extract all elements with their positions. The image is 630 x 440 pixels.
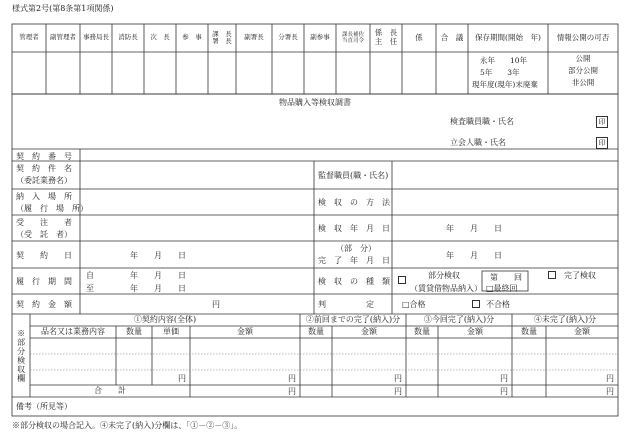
period-from: 自: [86, 271, 94, 280]
approval-col-4: 消防長: [118, 33, 138, 42]
completion-date-value[interactable]: 年 月 日: [446, 251, 502, 260]
footnote: ※部分検収の場合記入。④未完了(納入)分欄は、「①－②－③」。: [12, 421, 243, 430]
witness-label: 立会人職・氏名: [450, 138, 506, 147]
g4-row-yen: 円: [606, 374, 614, 383]
delivery-sub-label: （履 行 場 所）: [16, 204, 88, 213]
period-to: 至: [86, 284, 94, 293]
contract-date-value[interactable]: 年 月 日: [130, 251, 186, 260]
g4-total-yen: 円: [606, 387, 614, 396]
disclosure-option-partial[interactable]: 部分公開: [568, 66, 598, 75]
period-from-date[interactable]: 年 月 日: [130, 271, 186, 280]
kind-label: 検 収 の 種 類: [318, 277, 390, 286]
g3-qty-header: 数量: [414, 327, 430, 337]
approval-col-6: 参 事: [182, 33, 202, 42]
approval-col-5: 次 長: [150, 33, 170, 42]
delivery-label: 納 入 場 所: [16, 192, 72, 201]
total-yen: 円: [288, 387, 296, 396]
approval-col-12: 係 長 主 任: [374, 28, 398, 46]
inspect-date-label: 検 収 年 月 日: [318, 224, 390, 233]
contract-no-label: 契 約 番 号: [16, 152, 72, 161]
g3-total-yen: 円: [500, 387, 508, 396]
contractor-sub-label: （受 託 者）: [16, 230, 72, 239]
disclosure-option-public[interactable]: 公開: [575, 54, 591, 63]
amount-row-yen: 円: [288, 374, 296, 383]
group3-header: ③今回完了(納入)分: [423, 315, 495, 325]
approval-col-10: 副参事: [310, 33, 330, 42]
g4-qty-header: 数量: [521, 327, 537, 337]
fail-label: 不合格: [486, 300, 510, 309]
g3-amount-header: 金額: [467, 327, 483, 337]
amount-label: 契 約 金 額: [16, 300, 72, 309]
total-label: 合 計: [94, 386, 126, 396]
group1-header: ①契約内容(全体): [133, 315, 197, 325]
col-qty-header: 数量: [126, 327, 142, 337]
supervisor-label: 監督職員(職・氏名): [318, 171, 389, 180]
col-amount-header: 金額: [237, 327, 253, 337]
g4-amount-header: 金額: [574, 327, 590, 337]
g2-qty-header: 数量: [308, 327, 324, 337]
form-id: 様式第2号(第8条第1項関係): [12, 4, 114, 13]
approval-col-14: 合 議: [440, 32, 464, 42]
approval-col-3: 事務局長: [83, 33, 109, 42]
retention-option-1[interactable]: 永年 10年: [480, 56, 528, 65]
unit-yen: 円: [178, 374, 186, 383]
col-item-header: 品名又は業務内容: [41, 327, 105, 337]
approval-col-11: 課長補佐 当直司令: [341, 31, 364, 44]
disclosure-option-private[interactable]: 非公開: [571, 78, 595, 87]
fail-checkbox[interactable]: [472, 300, 480, 308]
g2-row-yen: 円: [394, 374, 402, 383]
nth-round[interactable]: 第 回: [490, 273, 522, 282]
inspector-label: 検査職員職・氏名: [450, 117, 514, 126]
approval-col-1: 管理者: [19, 33, 39, 42]
approval-col-8: 副署長: [244, 33, 264, 42]
remarks-label: 備考（所見等）: [16, 402, 72, 411]
completion-sub-label: 完 了 年 月 日: [318, 256, 390, 265]
col-unit-header: 単価: [163, 327, 179, 337]
g2-total-yen: 円: [394, 387, 402, 396]
period-label: 履 行 期 間: [16, 277, 72, 286]
contract-date-label: 契 約 日: [16, 251, 72, 260]
complete-checkbox[interactable]: [548, 271, 556, 279]
approval-col-7: 課 長 署 長: [212, 29, 232, 45]
page-title: 物品購入等検収調書: [279, 98, 351, 107]
partial-sub-label: （賃貸借物品納入）: [410, 284, 482, 293]
amount-yen: 円: [212, 300, 220, 309]
pass-option[interactable]: □合格: [402, 300, 426, 309]
partial-checkbox[interactable]: [398, 276, 406, 284]
inspect-date-value[interactable]: 年 月 日: [446, 224, 502, 233]
approval-col-9: 分署長: [278, 33, 298, 42]
final-round[interactable]: □最終回: [486, 284, 518, 293]
approval-col-13: 係: [415, 32, 423, 42]
partial-side-label: ※部分検収欄: [16, 329, 26, 383]
complete-label: 完了検収: [564, 271, 596, 280]
group4-header: ④未完了(納入)分: [533, 315, 597, 325]
contract-name-label: 契 約 件 名: [16, 164, 72, 173]
witness-seal[interactable]: 印: [596, 137, 608, 149]
approval-col-2: 副管理者: [50, 33, 76, 42]
method-label: 検 収 の 方 法: [318, 198, 390, 207]
retention-option-3[interactable]: 現年度(現年)末廃棄: [472, 80, 538, 89]
retention-header: 保存期間(開始 年): [475, 32, 541, 42]
judge-label: 判 定: [318, 300, 374, 309]
period-to-date[interactable]: 年 月 日: [130, 284, 186, 293]
group2-header: ②前回までの完了(納入)分: [305, 315, 401, 325]
disclosure-header: 情報公開の可否: [556, 32, 610, 42]
contractor-label: 受 注 者: [16, 218, 72, 227]
contract-name-sub-label: （委託業務名）: [16, 176, 72, 185]
inspector-seal[interactable]: 印: [596, 116, 608, 128]
completion-label: （部 分）: [336, 244, 376, 253]
g3-row-yen: 円: [500, 374, 508, 383]
partial-label: 部分検収: [428, 271, 460, 280]
retention-option-2[interactable]: 5年 3年: [480, 68, 520, 77]
g2-amount-header: 金額: [361, 327, 377, 337]
